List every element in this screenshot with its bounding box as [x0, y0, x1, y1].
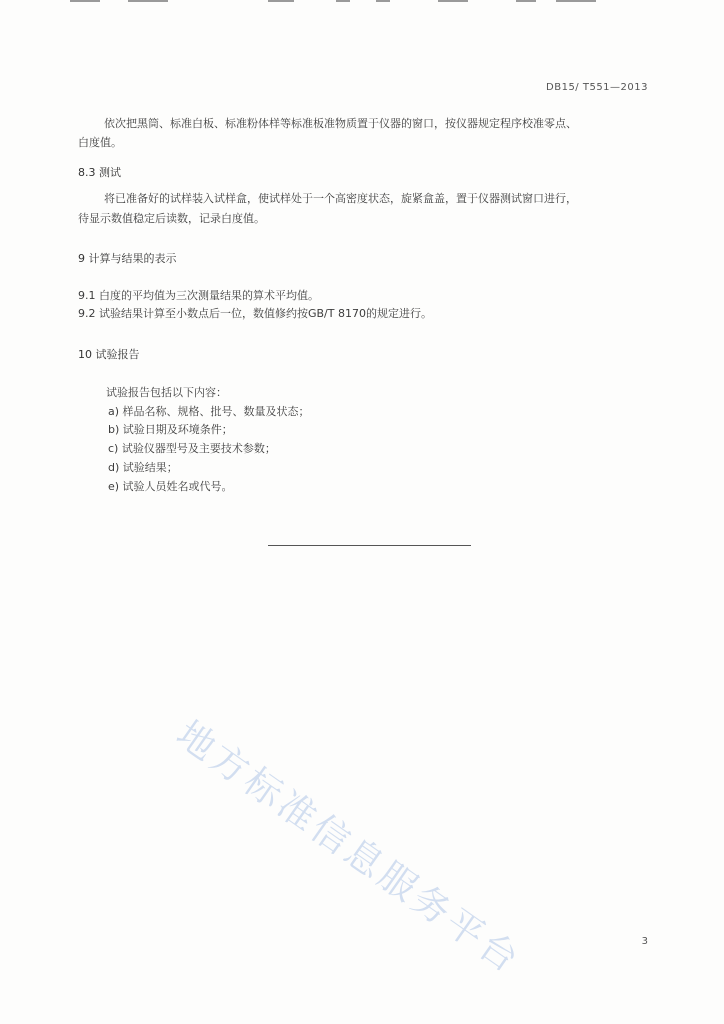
watermark: 地方标准信息服务平台 [168, 712, 530, 983]
paragraph-calibration-line-2: 白度值。 [78, 136, 122, 149]
section-9-title: 9 计算与结果的表示 [78, 252, 177, 265]
end-of-text-divider [268, 545, 471, 546]
scan-mark [376, 0, 390, 2]
section-8-3-title: 8.3 测试 [78, 166, 121, 179]
scan-mark [128, 0, 168, 2]
scan-mark [268, 0, 294, 2]
standard-code: DB15/ T551—2013 [546, 82, 648, 93]
scan-mark [70, 0, 100, 2]
section-10-intro: 试验报告包括以下内容： [106, 386, 227, 399]
report-item: d) 试验结果； [108, 461, 178, 474]
scan-mark [516, 0, 536, 2]
section-10-title: 10 试验报告 [78, 348, 140, 361]
report-item: b) 试验日期及环境条件； [108, 423, 233, 436]
scan-mark [438, 0, 468, 2]
section-8-3-line-1: 将已准备好的试样装入试样盒，使试样处于一个高密度状态，旋紧盒盖，置于仪器测试窗口进行， [104, 192, 577, 205]
section-8-3-line-2: 待显示数值稳定后读数，记录白度值。 [78, 212, 265, 225]
report-item: a) 样品名称、规格、批号、数量及状态； [108, 405, 310, 418]
section-9-2: 9.2 试验结果计算至小数点后一位，数值修约按GB/T 8170的规定进行。 [78, 307, 432, 320]
report-item: e) 试验人员姓名或代号。 [108, 480, 233, 493]
scan-mark [556, 0, 596, 2]
scan-mark [336, 0, 350, 2]
page-number: 3 [641, 936, 648, 947]
section-9-1: 9.1 白度的平均值为三次测量结果的算术平均值。 [78, 289, 319, 302]
report-item: c) 试验仪器型号及主要技术参数； [108, 442, 276, 455]
scan-edge-marks [0, 0, 724, 4]
paragraph-calibration-line-1: 依次把黑筒、标准白板、标准粉体样等标准板准物质置于仪器的窗口，按仪器规定程序校准零点、 [104, 117, 577, 130]
